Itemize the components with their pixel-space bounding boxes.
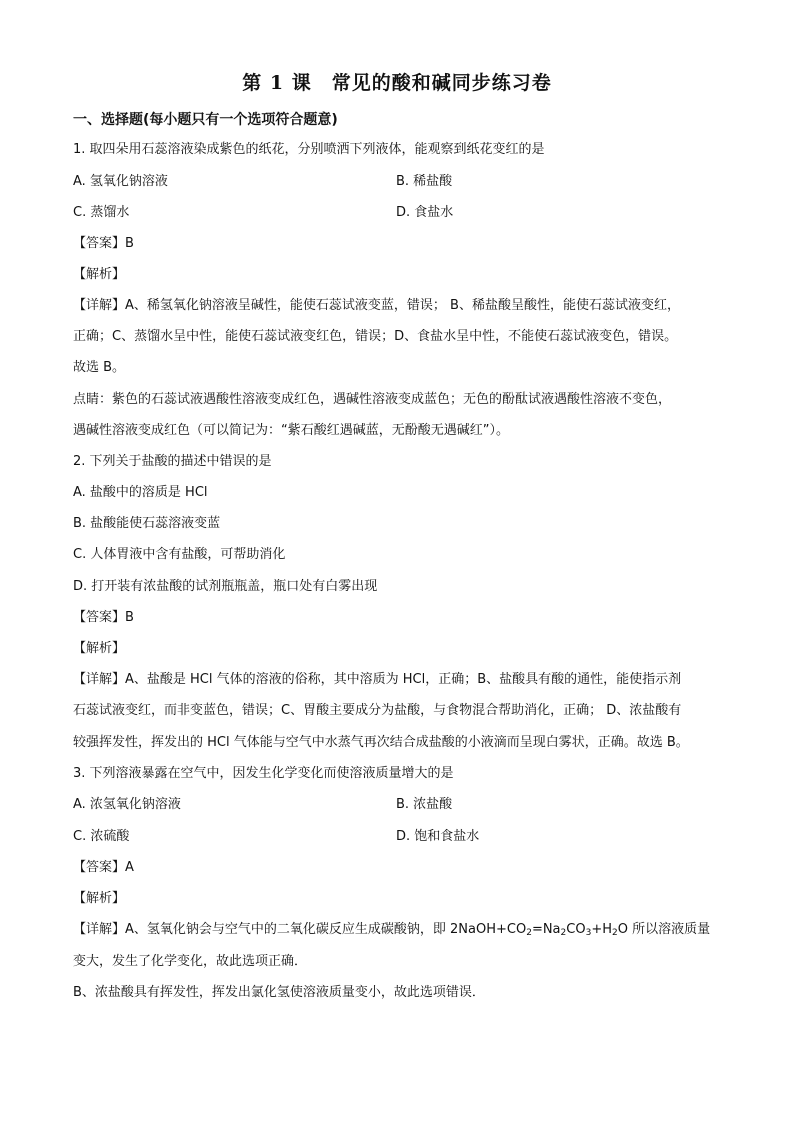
q2-detail-line2: 石蕊试液变红，而非变蓝色，错误；C、胃酸主要成分为盐酸，与食物混合帮助消化，正确； D、浓盐酸有 [73, 703, 682, 718]
q1-stem: 1. 取四朵用石蕊溶液染成紫色的纸花，分别喷洒下列液体，能观察到纸花变红的是 [73, 142, 545, 157]
q2-option-c: C. 人体胃液中含有盐酸，可帮助消化 [73, 547, 286, 562]
q1-analysis-label: 【解析】 [73, 267, 126, 282]
q3-option-d: D. 饱和食盐水 [396, 829, 480, 844]
q1-option-b: B. 稀盐酸 [396, 174, 453, 189]
q2-analysis-label: 【解析】 [73, 641, 126, 656]
q3-analysis-label: 【解析】 [73, 891, 126, 906]
equation-part: =Na [531, 922, 561, 937]
q3-option-b: B. 浓盐酸 [396, 797, 453, 812]
q3-detail-line2: 变大，发生了化学变化，故此选项正确． [73, 954, 308, 969]
q2-option-b: B. 盐酸能使石蕊溶液变蓝 [73, 516, 221, 531]
q1-detail-line3: 故选 B。 [73, 360, 126, 375]
equation-part: CO [566, 922, 586, 937]
q1-detail-line2: 正确；C、蒸馏水呈中性，能使石蕊试液变红色，错误；D、食盐水呈中性，不能使石蕊试液变色，错误。 [73, 329, 678, 344]
q3-detail-text: 【详解】A、氢氧化钠会与空气中的二氧化碳反应生成碳酸钠，即 2NaOH+CO [73, 922, 527, 937]
q3-option-c: C. 浓硫酸 [73, 829, 130, 844]
q2-option-d: D. 打开装有浓盐酸的试剂瓶瓶盖，瓶口处有白雾出现 [73, 579, 378, 594]
q3-detail-text-tail: O 所以溶液质量 [617, 922, 711, 937]
subscript: 2 [526, 928, 532, 938]
q3-detail-line1 [73, 920, 723, 940]
q1-option-d: D. 食盐水 [396, 205, 454, 220]
q1-tip-line2: 遇碱性溶液变成红色（可以简记为：“紫石酸红遇碱蓝，无酚酸无遇碱红”）。 [73, 423, 509, 438]
q3-answer: 【答案】A [73, 860, 134, 875]
q1-option-a: A. 氢氧化钠溶液 [73, 174, 168, 189]
subscript: 2 [611, 928, 618, 938]
q2-detail-line3: 较强挥发性，挥发出的 HCl 气体能与空气中水蒸气再次结合成盐酸的小液滴而呈现白雾状，正确。故选 B。 [73, 735, 689, 750]
q2-stem: 2. 下列关于盐酸的描述中错误的是 [73, 454, 272, 469]
subscript: 2 [560, 928, 567, 938]
q3-stem: 3. 下列溶液暴露在空气中，因发生化学变化而使溶液质量增大的是 [73, 766, 454, 781]
q2-detail-line1: 【详解】A、盐酸是 HCl 气体的溶液的俗称，其中溶质为 HCl，正确；B、盐酸具有酸的通性，能使指示剂 [73, 672, 682, 687]
q2-answer: 【答案】B [73, 610, 134, 625]
q3-detail-line3: B、浓盐酸具有挥发性，挥发出氯化氢使溶液质量变小，故此选项错误． [73, 985, 485, 1000]
q3-option-a: A. 浓氢氧化钠溶液 [73, 797, 181, 812]
equation-part: +H [591, 922, 612, 937]
q2-option-a: A. 盐酸中的溶质是 HCl [73, 485, 208, 500]
subscript: 3 [585, 928, 592, 938]
q1-option-c: C. 蒸馏水 [73, 205, 130, 220]
q1-detail-line1: 【详解】A、稀氢氧化钠溶液呈碱性，能使石蕊试液变蓝，错误； B、稀盐酸呈酸性，能使石蕊试液变红， [73, 298, 680, 313]
q1-answer: 【答案】B [73, 236, 134, 251]
page-title: 第 1 课 常见的酸和碱同步练习卷 [242, 72, 552, 94]
section-heading: 一、选择题(每小题只有一个选项符合题意) [73, 112, 338, 128]
q1-tip-line1: 点睛：紫色的石蕊试液遇酸性溶液变成红色，遇碱性溶液变成蓝色；无色的酚酞试液遇酸性溶液不变色， [73, 392, 672, 407]
